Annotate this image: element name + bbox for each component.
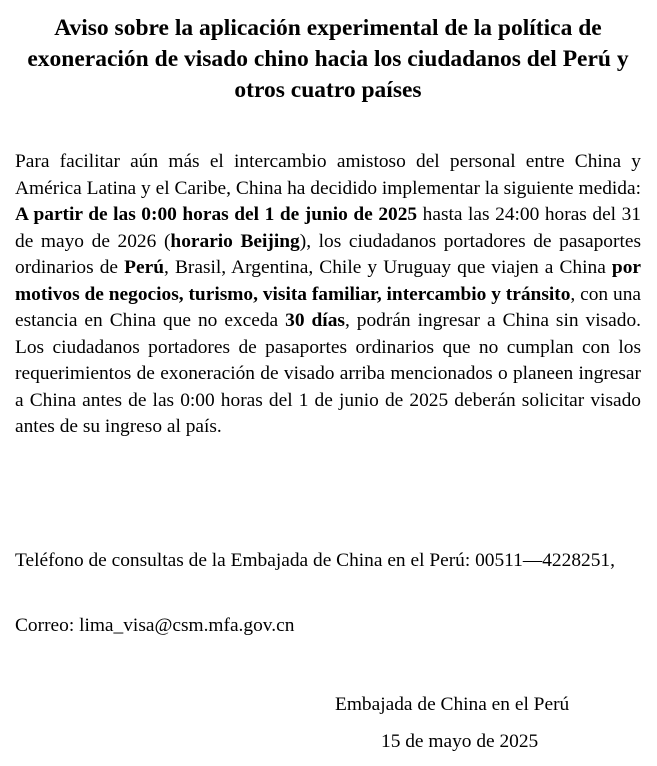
- notice-body: [15, 149, 641, 441]
- body-text-segment: hasta las 24:00 horas del 31 de mayo de 2026 (: [15, 204, 642, 252]
- notice-title: Aviso sobre la aplicación experimental de la política de exoneración de visado chino hacia los ciudadanos del Perú y otros cuatro países: [27, 15, 629, 103]
- body-bold-timezone: horario Beijing: [170, 230, 300, 252]
- signature-organization: Embajada de China en el Perú: [335, 694, 570, 715]
- signature-date: 15 de mayo de 2025: [381, 731, 539, 752]
- body-text-segment: , podrán ingresar a China sin visado. Los ciudadanos portadores de pasaportes ordinarios que no cumplan con los requerimientos de exoneración de visado arriba mencionados o planeen ingresar a China antes de las 0:00 horas del 1 de junio de 2025 deberán solicitar visado antes de su ingreso al país.: [15, 310, 642, 437]
- body-bold-stay-limit: 30 días: [285, 310, 345, 331]
- body-bold-country: Perú: [124, 257, 164, 278]
- contact-phone: Teléfono de consultas de la Embajada de China en el Perú: 00511—4228251,: [15, 550, 615, 571]
- body-text-segment: , Brasil, Argentina, Chile y Uruguay que viajen a China: [164, 257, 612, 278]
- body-text-segment: Para facilitar aún más el intercambio amistoso del personal entre China y América Latina y el Caribe, China ha decidido implementar la siguiente medida:: [15, 151, 641, 199]
- signature-block: [335, 686, 635, 760]
- body-bold-start-date: A partir de las 0:00 horas del 1 de junio de 2025: [15, 204, 418, 225]
- body-text-segment: ), los ciudadanos portadores de pasaportes ordinarios de: [15, 230, 641, 278]
- contact-email: Correo: lima_visa@csm.mfa.gov.cn: [15, 615, 295, 636]
- body-bold-purposes: por motivos de negocios, turismo, visita familiar, intercambio y tránsito: [15, 257, 642, 305]
- body-text-segment: , con una estancia en China que no exceda: [15, 283, 641, 331]
